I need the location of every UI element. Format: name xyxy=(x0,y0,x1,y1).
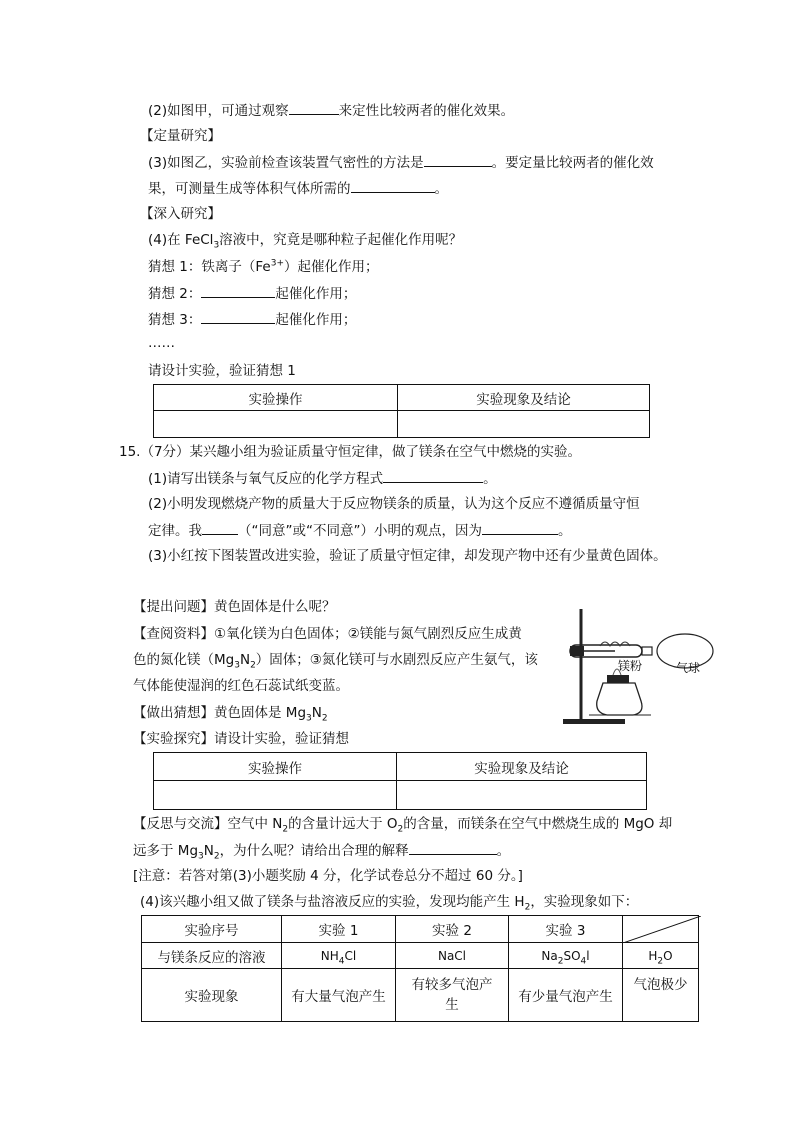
phenomenon-exp-3: 有少量气泡产生 xyxy=(509,969,623,1022)
table-cell-answer[interactable] xyxy=(397,781,647,810)
apparatus-figure xyxy=(555,605,715,727)
q14-part4: (4)在 FeCl$_3$溶液中，究竟是哪种粒子起催化作用呢？ xyxy=(148,232,463,251)
answer-blank[interactable] xyxy=(482,520,558,535)
table-cell-answer[interactable] xyxy=(154,781,397,810)
phenomenon-exp-1: 有大量气泡产生 xyxy=(282,969,396,1022)
header-exp-1: 实验 1 xyxy=(282,916,396,943)
fansi-line2: 远多于 $Mg_3N_2$，为什么呢？请给出合理的解释 。 xyxy=(133,840,510,861)
tichu-wenti: 【提出问题】黄色固体是什么呢？ xyxy=(133,599,336,615)
table-header-result: 实验现象及结论 xyxy=(398,385,650,411)
answer-blank[interactable] xyxy=(383,468,483,483)
solution-nacl: NaCl xyxy=(396,943,509,969)
table-cell-answer[interactable] xyxy=(154,411,398,438)
header-exp-2: 实验 2 xyxy=(396,916,509,943)
results-table xyxy=(141,915,699,1022)
answer-blank[interactable] xyxy=(424,152,492,167)
table-header-result: 实验现象及结论 xyxy=(397,753,647,781)
row-label-phenomenon: 实验现象 xyxy=(142,969,282,1022)
solution-nh4cl: $NH_4Cl$ xyxy=(282,943,396,969)
section-shenru: 【深入研究】 xyxy=(140,206,221,222)
chayue-line2: 色的氮化镁$(Mg_3N_2)$固体；③氮化镁可与水剧烈反应产生氨气，该 xyxy=(133,652,538,671)
table-cell-answer[interactable] xyxy=(398,411,650,438)
shiyan-tanjiu: 【实验探究】请设计实验，验证猜想 xyxy=(133,731,349,747)
label-mg-powder: 镁粉 xyxy=(618,659,643,673)
solution-h2o: $H_2O$ xyxy=(623,943,699,969)
diagonal-line xyxy=(623,916,701,943)
solution-na2so4: $Na_2SO_4l$ xyxy=(509,943,623,969)
answer-blank[interactable] xyxy=(202,520,238,535)
guess-2: 猜想 2： 起催化作用； xyxy=(148,283,356,304)
experiment-table-2 xyxy=(153,752,647,810)
header-experiment-no: 实验序号 xyxy=(142,916,282,943)
answer-blank[interactable] xyxy=(201,283,275,298)
q15-part1: (1)请写出镁条与氧气反应的化学方程式 。 xyxy=(148,468,497,489)
answer-blank[interactable] xyxy=(351,178,435,193)
fansi-line1: 【反思与交流】空气中 $N_2$的含量计远大于 $O_2$的含量，而镁条在空气中燃烧生成的 MgO 却 xyxy=(133,816,673,835)
table-header-operation: 实验操作 xyxy=(154,753,397,781)
label-balloon: 气球 xyxy=(676,661,701,675)
answer-blank[interactable] xyxy=(289,100,339,115)
table-header-operation: 实验操作 xyxy=(154,385,398,411)
header-exp-3: 实验 3 xyxy=(509,916,623,943)
row-label-solution: 与镁条反应的溶液 xyxy=(142,943,282,969)
bonus-note: [注意：若答对第(3)小题奖励 4 分，化学试卷总分不超过 60 分。] xyxy=(133,868,523,884)
answer-blank[interactable] xyxy=(409,840,497,855)
chayue-line1: 【查阅资料】①氧化镁为白色固体；②镁能与氮气剧烈反应生成黄 xyxy=(133,626,522,642)
zuochu-caixiang: 【做出猜想】黄色固体是 $Mg_3N_2$ xyxy=(133,705,328,724)
chayue-line3: 气体能使湿润的红色石蕊试纸变蓝。 xyxy=(133,678,349,694)
phenomenon-h2o: 气泡极少 xyxy=(623,969,699,1022)
q14-part2: (2)如图甲，可通过观察 来定性比较两者的催化效果。 xyxy=(148,100,514,121)
header-diagonal-cell xyxy=(623,916,699,943)
q15-part4: (4)该兴趣小组又做了镁条与盐溶液反应的实验，发现均能产生 $H_2$，实验现象如下： xyxy=(140,894,639,913)
q15-title: 15.（7分）某兴趣小组为验证质量守恒定律，做了镁条在空气中燃烧的实验。 xyxy=(119,444,582,460)
answer-blank[interactable] xyxy=(201,309,275,324)
q15-part2-cont: 定律。我 （“同意”或“不同意”）小明的观点，因为 。 xyxy=(148,520,571,541)
design-prompt: 请设计实验，验证猜想 1 xyxy=(148,363,296,379)
experiment-table-1 xyxy=(153,384,650,438)
phenomenon-exp-2: 有较多气泡产生 xyxy=(396,969,509,1022)
q14-part3-cont: 果，可测量生成等体积气体所需的 。 xyxy=(148,178,448,199)
guess-1: 猜想 1：铁离子$(Fe^{3+})$起催化作用； xyxy=(148,258,379,275)
section-dingliang: 【定量研究】 xyxy=(140,128,221,144)
guess-3: 猜想 3： 起催化作用； xyxy=(148,309,356,330)
ellipsis: …… xyxy=(148,335,175,351)
q14-part3: (3)如图乙，实验前检查该装置气密性的方法是 。要定量比较两者的催化效 xyxy=(148,152,654,173)
q15-part3: (3)小红按下图装置改进实验，验证了质量守恒定律，却发现产物中还有少量黄色固体。 xyxy=(148,548,667,564)
q15-part2: (2)小明发现燃烧产物的质量大于反应物镁条的质量，认为这个反应不遵循质量守恒 xyxy=(148,496,640,512)
